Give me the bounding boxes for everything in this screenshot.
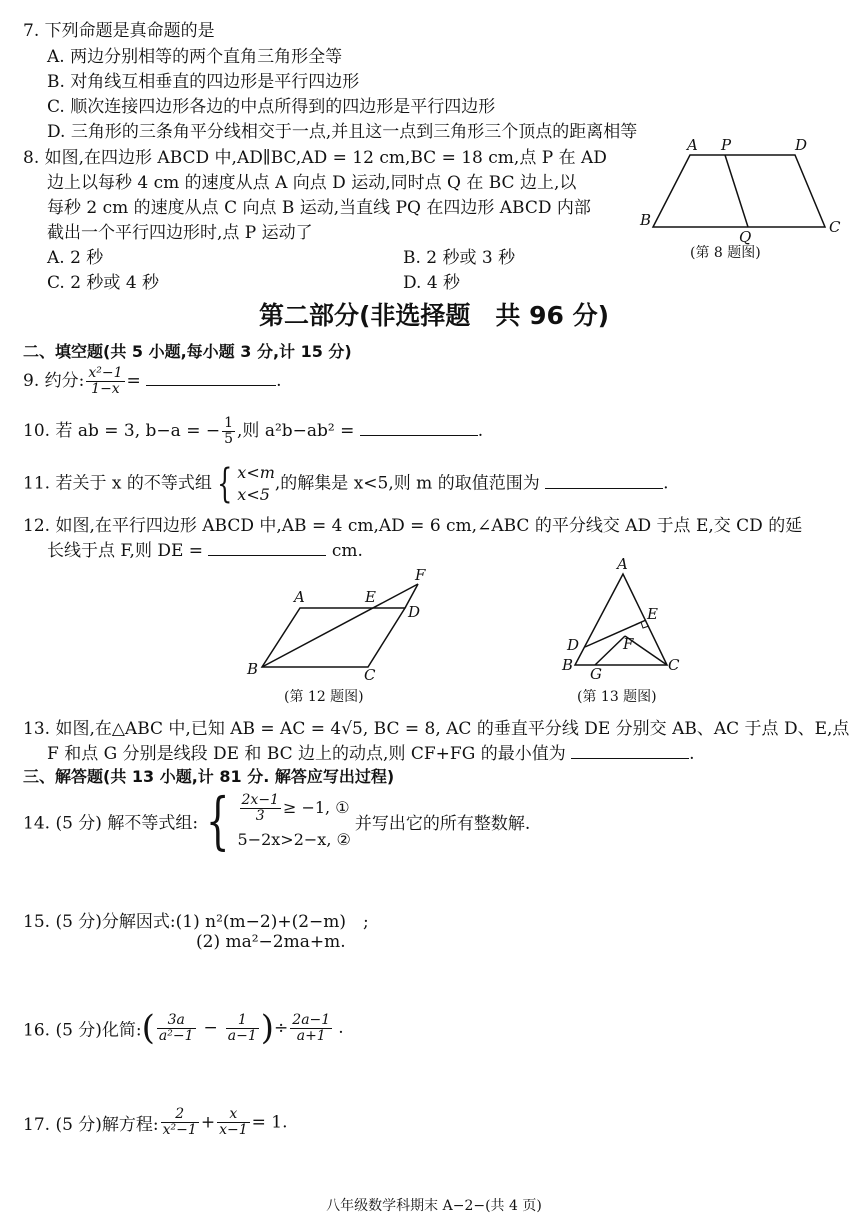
q12-label-d: D [408,603,421,621]
q11-system [237,462,275,506]
q8-line2: 边上以每秒 4 cm 的速度从点 A 向点 D 运动,同时点 Q 在 BC 边上,以 [47,173,577,193]
q13-end: . [689,744,695,764]
q14-suffix: 并写出它的所有整数解. [354,813,531,834]
q7-option-d: D. 三角形的三条角平分线相交于一点,并且这一点到三角形三个顶点的距离相等 [47,122,638,142]
q16-fraction-3 [290,1013,332,1044]
q13-figure [555,552,690,682]
part2-title: 第二部分(非选择题 共 96 分) [258,301,610,330]
q12-unit: cm. [331,541,363,561]
q8-label-q: Q [739,228,752,245]
q16-numerator-2: 1 [226,1013,259,1029]
q13-label-b: B [562,656,574,674]
q12-label-b: B [247,660,259,678]
q16-paren-open: ( [141,1008,155,1048]
q12-label-e: E [365,588,376,606]
fill-section-header: 二、填空题(共 5 小题,每小题 3 分,计 15 分) [23,342,352,361]
q7-option-b: B. 对角线互相垂直的四边形是平行四边形 [47,72,360,92]
q17-plus: + [200,1112,216,1133]
q7-stem: 7. 下列命题是真命题的是 [23,21,215,41]
q16-end: . [338,1018,344,1038]
q16-prefix: 16. (5 分)化简: [23,1020,142,1041]
q9-fraction [86,366,124,397]
q13-caption: (第 13 题图) [577,689,657,705]
q17-prefix: 17. (5 分)解方程: [23,1115,159,1135]
q16 [23,1008,344,1048]
q11-prefix: 11. 若关于 x 的不等式组 [23,473,212,494]
q16-denominator-2: a−1 [227,1027,257,1044]
q13-label-a: A [617,555,628,573]
q8-line3: 每秒 2 cm 的速度从点 C 向点 B 运动,当直线 PQ 在四边形 ABCD 内部 [47,198,591,218]
q13-label-g: G [590,665,602,682]
q16-fraction-2 [226,1013,259,1044]
q12-label-a: A [294,588,305,606]
q13-label-e: E [647,605,658,623]
q8-option-c: C. 2 秒或 4 秒 [47,273,160,293]
q14-system [238,793,351,850]
q13-line2 [47,739,695,764]
q16-numerator-3: 2a−1 [292,1011,331,1028]
q13-label-d: D [567,636,580,654]
q14-brace: { [205,784,230,857]
q12-caption: (第 12 题图) [284,689,364,705]
q7-option-a: A. 两边分别相等的两个直角三角形全等 [47,47,343,67]
q17-numerator-1: 2 [161,1107,199,1123]
q16-minus: − [203,1018,218,1038]
q10-numerator: 1 [224,415,234,431]
q11-end: . [663,473,669,494]
q14 [23,784,531,857]
q14-denominator: 3 [255,807,265,824]
q14-prefix: 14. (5 分) 解不等式组: [23,813,199,834]
q10-prefix: 10. 若 ab = 3, b−a = − [23,421,221,441]
q15-line1: 15. (5 分)分解因式:(1) n²(m−2)+(2−m) ; [23,912,369,932]
q8-label-b: B [640,211,652,229]
q17-numerator-2: x [217,1107,250,1123]
q12-answer-blank[interactable] [208,541,326,556]
q10 [23,416,483,447]
q14-ineq-1 [238,793,351,824]
q12-figure [240,562,440,682]
q17-fraction-2 [217,1107,250,1138]
q12-line1: 12. 如图,在平行四边形 ABCD 中,AB = 4 cm,AD = 6 cm,∠ABC 的平分线交 AD 于点 E,交 CD 的延 [23,516,803,536]
q11 [23,462,669,506]
q16-paren-close: ) [260,1008,275,1048]
q9-equals: = [126,371,141,391]
q11-ineq-2: x<5 [237,485,270,504]
q8-label-d: D [795,136,808,154]
q13-label-f: F [623,635,634,653]
q10-denominator: 5 [224,431,234,447]
q10-answer-blank[interactable] [360,421,478,436]
q7-option-c: C. 顺次连接四边形各边的中点所得到的四边形是平行四边形 [47,97,496,117]
q9 [23,366,282,397]
q9-answer-blank[interactable] [146,371,276,386]
q8-option-b: B. 2 秒或 3 秒 [403,248,516,268]
q10-fraction [222,416,235,447]
q8-label-c: C [829,218,841,236]
q13-line1: 13. 如图,在△ABC 中,已知 AB = AC = 4√5, BC = 8, AC 的垂直平分线 DE 分别交 AB、AC 于点 D、E,点 [23,719,850,739]
q11-brace: { [216,461,233,507]
q8-label-p: P [721,136,732,154]
q13-label-c: C [668,656,680,674]
q9-end: . [276,371,282,391]
q9-prefix: 9. 约分: [23,371,85,391]
q17-denominator-2: x−1 [219,1122,248,1138]
q12-label-f: F [415,566,426,584]
q10-end: . [477,421,484,441]
q13-answer-blank[interactable] [571,744,689,759]
q12-label-c: C [364,666,376,682]
q8-option-d: D. 4 秒 [403,273,461,293]
q17-end: = 1. [251,1112,288,1133]
q14-fraction [240,793,281,824]
q16-denominator-3: a+1 [296,1027,326,1044]
q14-ineq-2: 5−2x>2−x, ② [237,829,351,849]
q16-denominator-1: a²−1 [158,1027,194,1044]
q16-divide: ÷ [274,1018,289,1038]
q8-label-a: A [687,136,698,154]
q17-denominator-1: x²−1 [162,1122,197,1138]
page-footer: 八年级数学科期末 A−2−(共 4 页) [326,1198,542,1214]
q11-ineq-1: x<m [237,463,275,482]
q15-line2: (2) ma²−2ma+m. [196,932,346,952]
q8-figure [635,135,850,245]
q10-mid: ,则 a²b−ab² = [237,421,355,441]
q9-denominator: 1−x [91,381,120,397]
q14-ineq-1-rest: ≥ −1, ① [282,797,350,817]
q11-answer-blank[interactable] [545,474,663,489]
q12-line2-text: 长线于点 F,则 DE = [47,541,204,561]
q11-suffix: ,的解集是 x<5,则 m 的取值范围为 [274,473,540,494]
q8-line4: 截出一个平行四边形时,点 P 运动了 [47,223,313,243]
q17 [23,1107,287,1138]
q17-fraction-1 [161,1107,199,1138]
q8-line1: 8. 如图,在四边形 ABCD 中,AD∥BC,AD = 12 cm,BC = 18 cm,点 P 在 AD [23,148,607,168]
solve-section-header: 三、解答题(共 13 小题,计 81 分. 解答应写出过程) [23,767,395,786]
q16-fraction-1 [157,1013,196,1044]
q8-caption: (第 8 题图) [690,245,761,261]
q16-numerator-1: 3a [157,1013,196,1029]
q12-line2 [47,536,363,561]
q8-option-a: A. 2 秒 [47,248,104,268]
q14-numerator: 2x−1 [241,791,279,808]
q13-line2-text: F 和点 G 分别是线段 DE 和 BC 边上的动点,则 CF+FG 的最小值为 [47,744,566,764]
q9-numerator: x²−1 [88,365,123,381]
